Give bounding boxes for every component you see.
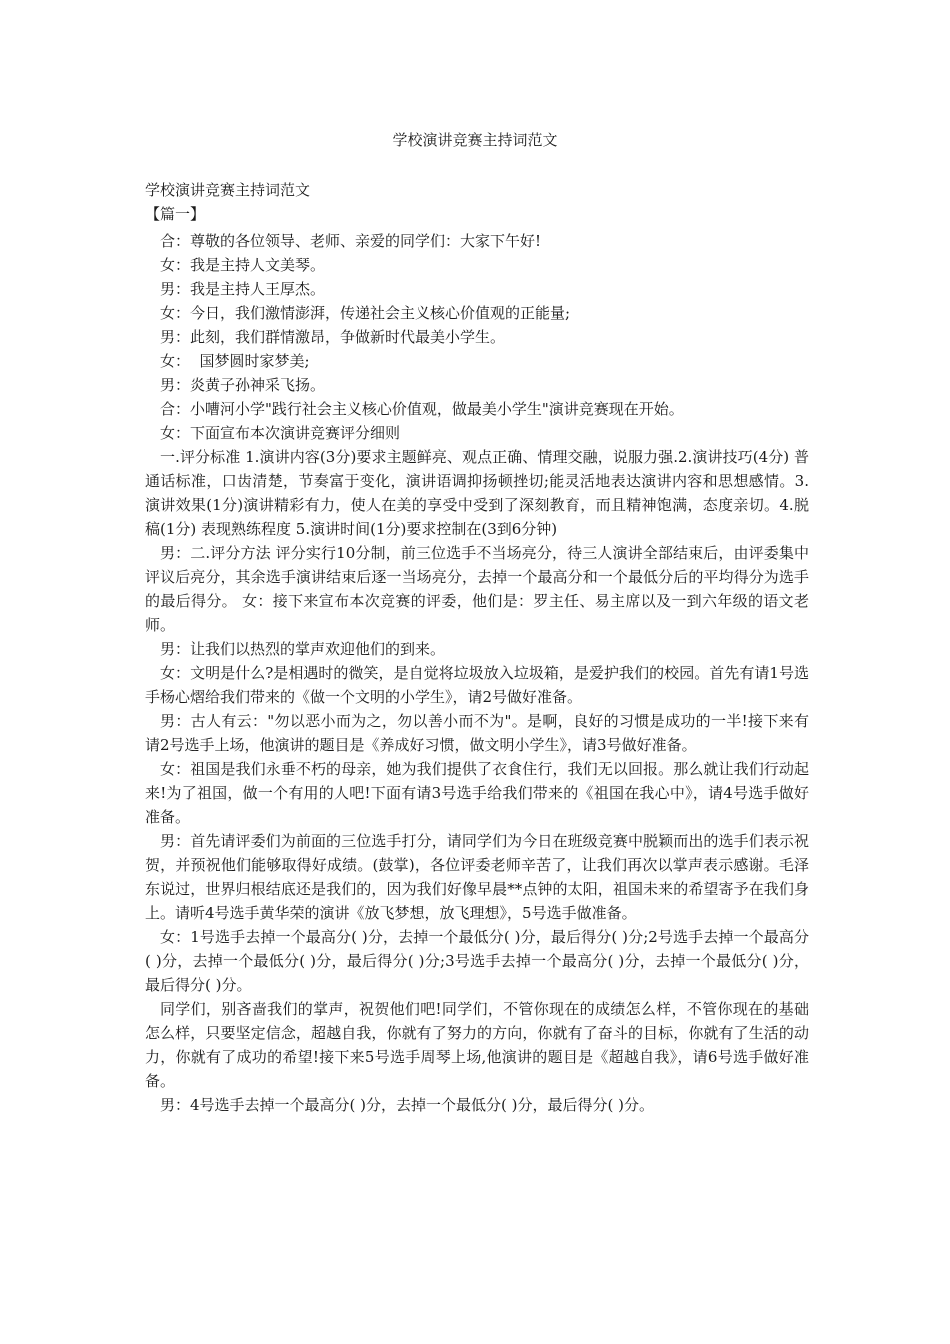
paragraph: 女：1号选手去掉一个最高分( )分，去掉一个最低分( )分，最后得分( )分;2号选手去掉一个最高分( )分，去掉一个最低分( )分，最后得分( )分;3号选手去掉一个最高分( )分，去掉一个最低分( )分，最后得分( )分。 [145,928,809,994]
paragraph: 女： 国梦圆时家梦美; [160,352,310,370]
paragraph: 男：此刻，我们群情激昂，争做新时代最美小学生。 [160,328,506,346]
paragraph: 合：尊敬的各位领导、老师、亲爱的同学们：大家下午好! [160,232,542,250]
document-title: 学校演讲竞赛主持词范文 [392,131,558,149]
paragraph: 男：二.评分方法 评分实行10分制，前三位选手不当场亮分，待三人演讲全部结束后，由评委集中评议后亮分，其余选手演讲结束后逐一当场亮分，去掉一个最高分和一个最低分后的平均得分为选手的最后得分。 女：接下来宣布本次竞赛的评委，他们是：罗主任、易主席以及一到六年级的语文老师。 [145,544,809,634]
paragraph: 男：4号选手去掉一个最高分( )分，去掉一个最低分( )分，最后得分( )分。 [160,1096,654,1114]
paragraph: 男：首先请评委们为前面的三位选手打分，请同学们为今日在班级竞赛中脱颖而出的选手们表示祝贺，并预祝他们能够取得好成绩。(鼓掌)，各位评委老师辛苦了，让我们再次以掌声表示感谢。毛泽东说过，世界归根结底还是我们的，因为我们好像早晨**点钟的太阳，祖国未来的希望寄予在我们身上。请听4号选手黄华荣的演讲《放飞梦想，放飞理想》，5号选手做准备。 [145,832,809,922]
paragraph: 合：小嘈河小学"践行社会主义核心价值观，做最美小学生"演讲竞赛现在开始。 [160,400,684,418]
section-heading: 【篇一】 [145,205,206,223]
document-body [145,178,809,1117]
paragraph: 男：古人有云："勿以恶小而为之，勿以善小而不为"。是啊，良好的习惯是成功的一半!接下来有请2号选手上场，他演讲的题目是《养成好习惯，做文明小学生》，请3号做好准备。 [145,712,809,754]
paragraph: 女：祖国是我们永垂不朽的母亲，她为我们提供了衣食住行，我们无以回报。那么就让我们行动起来!为了祖国，做一个有用的人吧!下面有请3号选手给我们带来的《祖国在我心中》，请4号选手做好准备。 [145,760,809,826]
paragraph: 女：今日，我们激情澎湃，传递社会主义核心价值观的正能量; [160,304,571,322]
paragraph: 女：文明是什么?是相遇时的微笑，是自觉将垃圾放入垃圾箱，是爱护我们的校园。首先有请1号选手杨心熠给我们带来的《做一个文明的小学生》，请2号做好准备。 [145,664,809,706]
paragraph: 男：我是主持人王厚杰。 [160,280,326,298]
paragraph: 女：下面宣布本次演讲竞赛评分细则 [160,424,401,442]
document-subtitle: 学校演讲竞赛主持词范文 [145,181,311,199]
paragraph: 一.评分标准 1.演讲内容(3分)要求主题鲜亮、观点正确、情理交融，说服力强.2.演讲技巧(4分) 普通话标准，口齿清楚，节奏富于变化，演讲语调抑扬顿挫切;能灵活地表达演讲内容和思想感情。3.演讲效果(1分)演讲精彩有力，使人在美的享受中受到了深刻教育，而且精神饱满，态度亲切。4.脱稿(1分) 表现熟练程度 5.演讲时间(1分)要求控制在(3到6分钟) [145,448,809,538]
paragraph: 女：我是主持人文美琴。 [160,256,326,274]
paragraph: 男：炎黄子孙神采飞扬。 [160,376,326,394]
paragraph: 男：让我们以热烈的掌声欢迎他们的到来。 [160,640,446,658]
paragraph: 同学们，别吝啬我们的掌声，祝贺他们吧!同学们，不管你现在的成绩怎么样，不管你现在的基础怎么样，只要坚定信念，超越自我，你就有了努力的方向，你就有了奋斗的目标，你就有了生活的动力，你就有了成功的希望!接下来5号选手周琴上场,他演讲的题目是《超越自我》，请6号选手做好准备。 [145,1000,809,1090]
